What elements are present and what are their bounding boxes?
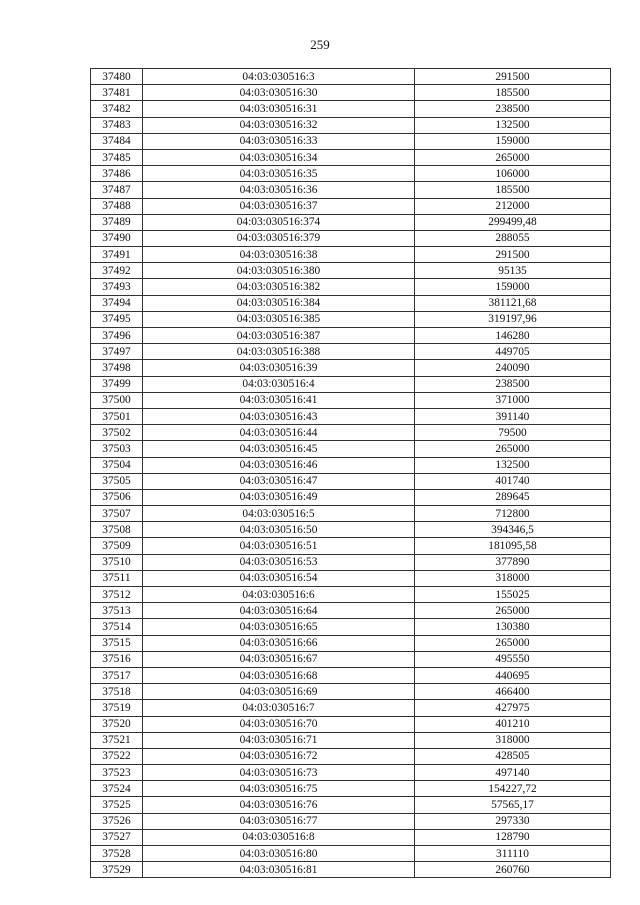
value-cell: 289645: [415, 489, 611, 505]
value-cell: 159000: [415, 133, 611, 149]
value-cell: 299499,48: [415, 214, 611, 230]
table-row: [91, 441, 611, 457]
row-number-cell: 37488: [91, 198, 143, 214]
row-number-cell: 37493: [91, 279, 143, 295]
table-row: [91, 328, 611, 344]
cadastral-number-cell: 04:03:030516:43: [143, 408, 415, 424]
value-cell: 155025: [415, 587, 611, 603]
cadastral-number-cell: 04:03:030516:65: [143, 619, 415, 635]
value-cell: 154227,72: [415, 781, 611, 797]
value-cell: 371000: [415, 392, 611, 408]
value-cell: 128790: [415, 829, 611, 845]
table-row: [91, 797, 611, 813]
value-cell: 79500: [415, 425, 611, 441]
table-row: [91, 392, 611, 408]
row-number-cell: 37490: [91, 230, 143, 246]
cadastral-number-cell: 04:03:030516:41: [143, 392, 415, 408]
cadastral-number-cell: 04:03:030516:6: [143, 587, 415, 603]
row-number-cell: 37514: [91, 619, 143, 635]
value-cell: 159000: [415, 279, 611, 295]
row-number-cell: 37494: [91, 295, 143, 311]
cadastral-number-cell: 04:03:030516:49: [143, 489, 415, 505]
table-row: [91, 230, 611, 246]
value-cell: 106000: [415, 166, 611, 182]
row-number-cell: 37529: [91, 862, 143, 878]
value-cell: 212000: [415, 198, 611, 214]
cadastral-number-cell: 04:03:030516:31: [143, 101, 415, 117]
table-row: [91, 829, 611, 845]
row-number-cell: 37484: [91, 133, 143, 149]
cadastral-number-cell: 04:03:030516:54: [143, 570, 415, 586]
row-number-cell: 37496: [91, 328, 143, 344]
value-cell: 238500: [415, 101, 611, 117]
cadastral-number-cell: 04:03:030516:7: [143, 700, 415, 716]
row-number-cell: 37485: [91, 149, 143, 165]
cadastral-number-cell: 04:03:030516:72: [143, 748, 415, 764]
row-number-cell: 37481: [91, 85, 143, 101]
value-cell: 394346,5: [415, 522, 611, 538]
table-row: [91, 279, 611, 295]
row-number-cell: 37517: [91, 667, 143, 683]
cadastral-number-cell: 04:03:030516:30: [143, 85, 415, 101]
row-number-cell: 37518: [91, 684, 143, 700]
row-number-cell: 37519: [91, 700, 143, 716]
cadastral-number-cell: 04:03:030516:73: [143, 765, 415, 781]
cadastral-number-cell: 04:03:030516:75: [143, 781, 415, 797]
table-row: [91, 781, 611, 797]
cadastral-number-cell: 04:03:030516:66: [143, 635, 415, 651]
value-cell: 318000: [415, 570, 611, 586]
value-cell: 132500: [415, 457, 611, 473]
table-row: [91, 489, 611, 505]
row-number-cell: 37528: [91, 846, 143, 862]
value-cell: 291500: [415, 247, 611, 263]
row-number-cell: 37480: [91, 69, 143, 85]
value-cell: 95135: [415, 263, 611, 279]
table-row: [91, 85, 611, 101]
cadastral-number-cell: 04:03:030516:50: [143, 522, 415, 538]
table-row: [91, 603, 611, 619]
value-cell: 497140: [415, 765, 611, 781]
cadastral-number-cell: 04:03:030516:44: [143, 425, 415, 441]
cadastral-number-cell: 04:03:030516:382: [143, 279, 415, 295]
table-row: [91, 295, 611, 311]
row-number-cell: 37520: [91, 716, 143, 732]
row-number-cell: 37510: [91, 554, 143, 570]
value-cell: 291500: [415, 69, 611, 85]
value-cell: 495550: [415, 651, 611, 667]
row-number-cell: 37507: [91, 506, 143, 522]
page-number: 259: [310, 37, 330, 52]
cadastral-number-cell: 04:03:030516:3: [143, 69, 415, 85]
row-number-cell: 37513: [91, 603, 143, 619]
row-number-cell: 37515: [91, 635, 143, 651]
row-number-cell: 37491: [91, 247, 143, 263]
value-cell: 311110: [415, 846, 611, 862]
cadastral-number-cell: 04:03:030516:39: [143, 360, 415, 376]
value-cell: 288055: [415, 230, 611, 246]
cadastral-number-cell: 04:03:030516:379: [143, 230, 415, 246]
cadastral-number-cell: 04:03:030516:47: [143, 473, 415, 489]
cadastral-number-cell: 04:03:030516:387: [143, 328, 415, 344]
row-number-cell: 37497: [91, 344, 143, 360]
row-number-cell: 37505: [91, 473, 143, 489]
table-row: [91, 166, 611, 182]
row-number-cell: 37482: [91, 101, 143, 117]
table-row: [91, 554, 611, 570]
row-number-cell: 37524: [91, 781, 143, 797]
table-row: [91, 522, 611, 538]
cadastral-number-cell: 04:03:030516:34: [143, 149, 415, 165]
value-cell: 181095,58: [415, 538, 611, 554]
table-row: [91, 862, 611, 878]
table-row: [91, 344, 611, 360]
cadastral-number-cell: 04:03:030516:80: [143, 846, 415, 862]
table-row: [91, 182, 611, 198]
row-number-cell: 37486: [91, 166, 143, 182]
table-row: [91, 716, 611, 732]
row-number-cell: 37498: [91, 360, 143, 376]
row-number-cell: 37503: [91, 441, 143, 457]
cadastral-number-cell: 04:03:030516:38: [143, 247, 415, 263]
registry-table: [90, 68, 611, 878]
row-number-cell: 37506: [91, 489, 143, 505]
cadastral-number-cell: 04:03:030516:70: [143, 716, 415, 732]
row-number-cell: 37523: [91, 765, 143, 781]
cadastral-number-cell: 04:03:030516:388: [143, 344, 415, 360]
table-row: [91, 263, 611, 279]
value-cell: 185500: [415, 85, 611, 101]
table-row: [91, 813, 611, 829]
cadastral-number-cell: 04:03:030516:53: [143, 554, 415, 570]
row-number-cell: 37500: [91, 392, 143, 408]
value-cell: 440695: [415, 667, 611, 683]
value-cell: 265000: [415, 149, 611, 165]
value-cell: 132500: [415, 117, 611, 133]
cadastral-number-cell: 04:03:030516:33: [143, 133, 415, 149]
table-row: [91, 651, 611, 667]
row-number-cell: 37492: [91, 263, 143, 279]
value-cell: 265000: [415, 603, 611, 619]
cadastral-number-cell: 04:03:030516:51: [143, 538, 415, 554]
row-number-cell: 37527: [91, 829, 143, 845]
value-cell: 57565,17: [415, 797, 611, 813]
table-row: [91, 247, 611, 263]
cadastral-number-cell: 04:03:030516:385: [143, 311, 415, 327]
table-row: [91, 570, 611, 586]
cadastral-number-cell: 04:03:030516:5: [143, 506, 415, 522]
table-row: [91, 311, 611, 327]
table-row: [91, 667, 611, 683]
table-row: [91, 198, 611, 214]
value-cell: 260760: [415, 862, 611, 878]
table-row: [91, 587, 611, 603]
table-row: [91, 635, 611, 651]
cadastral-number-cell: 04:03:030516:36: [143, 182, 415, 198]
table-row: [91, 360, 611, 376]
table-row: [91, 425, 611, 441]
cadastral-number-cell: 04:03:030516:69: [143, 684, 415, 700]
value-cell: 265000: [415, 635, 611, 651]
table-row: [91, 214, 611, 230]
value-cell: 391140: [415, 408, 611, 424]
row-number-cell: 37508: [91, 522, 143, 538]
cadastral-number-cell: 04:03:030516:64: [143, 603, 415, 619]
cadastral-number-cell: 04:03:030516:81: [143, 862, 415, 878]
cadastral-number-cell: 04:03:030516:4: [143, 376, 415, 392]
cadastral-number-cell: 04:03:030516:46: [143, 457, 415, 473]
value-cell: 146280: [415, 328, 611, 344]
cadastral-number-cell: 04:03:030516:68: [143, 667, 415, 683]
row-number-cell: 37512: [91, 587, 143, 603]
table-row: [91, 538, 611, 554]
table-row: [91, 457, 611, 473]
value-cell: 401740: [415, 473, 611, 489]
table-row: [91, 149, 611, 165]
value-cell: 712800: [415, 506, 611, 522]
table-row: [91, 684, 611, 700]
table-row: [91, 846, 611, 862]
value-cell: 265000: [415, 441, 611, 457]
row-number-cell: 37504: [91, 457, 143, 473]
value-cell: 185500: [415, 182, 611, 198]
table-row: [91, 700, 611, 716]
cadastral-number-cell: 04:03:030516:45: [143, 441, 415, 457]
table-row: [91, 473, 611, 489]
table-row: [91, 133, 611, 149]
cadastral-number-cell: 04:03:030516:374: [143, 214, 415, 230]
cadastral-number-cell: 04:03:030516:32: [143, 117, 415, 133]
table-row: [91, 765, 611, 781]
row-number-cell: 37489: [91, 214, 143, 230]
cadastral-number-cell: 04:03:030516:77: [143, 813, 415, 829]
row-number-cell: 37495: [91, 311, 143, 327]
cadastral-number-cell: 04:03:030516:76: [143, 797, 415, 813]
row-number-cell: 37525: [91, 797, 143, 813]
row-number-cell: 37509: [91, 538, 143, 554]
value-cell: 427975: [415, 700, 611, 716]
registry-table-body: [91, 69, 611, 878]
cadastral-number-cell: 04:03:030516:71: [143, 732, 415, 748]
value-cell: 381121,68: [415, 295, 611, 311]
table-row: [91, 408, 611, 424]
table-row: [91, 69, 611, 85]
cadastral-number-cell: 04:03:030516:67: [143, 651, 415, 667]
value-cell: 240090: [415, 360, 611, 376]
value-cell: 401210: [415, 716, 611, 732]
table-row: [91, 748, 611, 764]
value-cell: 238500: [415, 376, 611, 392]
row-number-cell: 37521: [91, 732, 143, 748]
row-number-cell: 37516: [91, 651, 143, 667]
row-number-cell: 37502: [91, 425, 143, 441]
cadastral-number-cell: 04:03:030516:37: [143, 198, 415, 214]
row-number-cell: 37487: [91, 182, 143, 198]
row-number-cell: 37483: [91, 117, 143, 133]
table-row: [91, 506, 611, 522]
cadastral-number-cell: 04:03:030516:8: [143, 829, 415, 845]
value-cell: 318000: [415, 732, 611, 748]
value-cell: 377890: [415, 554, 611, 570]
table-row: [91, 732, 611, 748]
row-number-cell: 37499: [91, 376, 143, 392]
row-number-cell: 37526: [91, 813, 143, 829]
row-number-cell: 37511: [91, 570, 143, 586]
table-row: [91, 376, 611, 392]
cadastral-number-cell: 04:03:030516:384: [143, 295, 415, 311]
table-row: [91, 117, 611, 133]
table-row: [91, 619, 611, 635]
row-number-cell: 37522: [91, 748, 143, 764]
value-cell: 428505: [415, 748, 611, 764]
value-cell: 466400: [415, 684, 611, 700]
cadastral-number-cell: 04:03:030516:35: [143, 166, 415, 182]
value-cell: 297330: [415, 813, 611, 829]
row-number-cell: 37501: [91, 408, 143, 424]
value-cell: 449705: [415, 344, 611, 360]
table-row: [91, 101, 611, 117]
value-cell: 130380: [415, 619, 611, 635]
cadastral-number-cell: 04:03:030516:380: [143, 263, 415, 279]
value-cell: 319197,96: [415, 311, 611, 327]
